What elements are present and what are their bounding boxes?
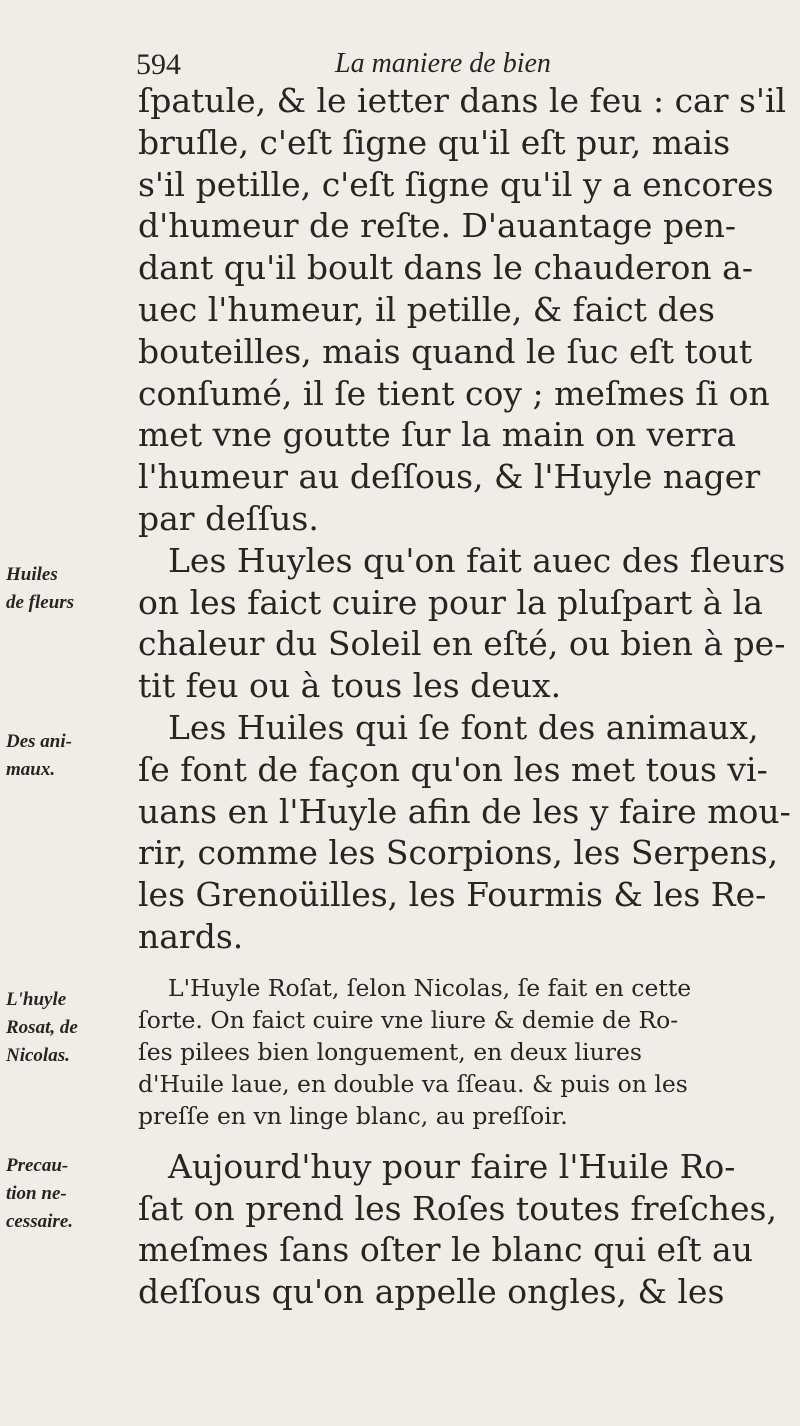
running-title: La maniere de bien bbox=[335, 48, 551, 79]
text-line: Aujourd'huy pour faire l'Huile Ro- bbox=[168, 1146, 736, 1186]
text-line: ſes pilees bien longuement, en deux liures bbox=[138, 1037, 642, 1066]
text-line: conſumé, il ſe tient coy ; meſmes ſi on bbox=[138, 373, 770, 413]
text-line: ſat on prend les Roſes toutes freſches, bbox=[138, 1188, 777, 1228]
text-line: on les faict cuire pour la pluſpart à la bbox=[138, 582, 763, 622]
text-line: tit feu ou à tous les deux. bbox=[138, 666, 562, 706]
text-line: ſorte. On faict cuire vne liure & demie de Ro- bbox=[138, 1005, 679, 1034]
text-body bbox=[138, 80, 791, 1313]
paragraph-huiles-de-fleurs bbox=[138, 540, 786, 707]
paragraph-huyle-rosat-nicolas bbox=[138, 972, 778, 1132]
text-line: uans en l'Huyle afin de les y faire mou- bbox=[138, 791, 791, 831]
margin-note-line: Nicolas. bbox=[6, 1045, 70, 1066]
paragraph-continuation bbox=[138, 80, 787, 540]
paragraph-spacer bbox=[138, 958, 778, 972]
text-line: ſpatule, & le ietter dans le feu : car s'il bbox=[138, 81, 787, 120]
margin-note-huiles-de-fleurs bbox=[6, 561, 131, 617]
text-line: l'humeur au deſſous, & l'Huyle nager bbox=[138, 457, 761, 497]
text-line: preſſe en vn linge blanc, au preſſoir. bbox=[138, 1101, 568, 1130]
margin-note-line: Des ani- bbox=[6, 731, 72, 752]
paragraph-spacer bbox=[138, 1132, 778, 1146]
margin-note-line: Rosat, de bbox=[6, 1017, 78, 1038]
text-line: par deſſus. bbox=[138, 498, 319, 538]
margin-note-precaution-necessaire bbox=[6, 1152, 131, 1236]
text-line: ſe font de façon qu'on les met tous vi- bbox=[138, 749, 768, 789]
text-line: d'Huile laue, en double va ſſeau. & puis on les bbox=[138, 1069, 688, 1098]
text-line: Les Huyles qu'on fait auec des fleurs bbox=[168, 540, 786, 580]
margin-note-line: maux. bbox=[6, 759, 56, 780]
margin-note-des-animaux bbox=[6, 728, 131, 784]
paragraph-huile-rosat-aujourdhuy bbox=[138, 1146, 778, 1313]
margin-note-huyle-rosat bbox=[6, 986, 131, 1070]
text-line: L'Huyle Roſat, ſelon Nicolas, ſe fait en cette bbox=[168, 973, 692, 1002]
text-line: meſmes ſans oſter le blanc qui eſt au bbox=[138, 1230, 753, 1270]
margin-note-line: Huiles bbox=[6, 564, 58, 585]
text-line: d'humeur de reſte. D'auantage pen- bbox=[138, 206, 736, 246]
text-line: s'il petille, c'eſt ſigne qu'il y a encores bbox=[138, 164, 774, 204]
margin-note-line: Precau- bbox=[6, 1155, 69, 1176]
margin-note-line: de fleurs bbox=[6, 592, 75, 613]
text-line: nards. bbox=[138, 916, 244, 956]
text-line: bouteilles, mais quand le ſuc eſt tout bbox=[138, 331, 753, 371]
text-line: bruſle, c'eſt ſigne qu'il eſt pur, mais bbox=[138, 122, 731, 162]
margin-note-line: tion ne- bbox=[6, 1183, 67, 1204]
text-line: dant qu'il boult dans le chauderon a- bbox=[138, 248, 753, 288]
text-line: uec l'humeur, il petille, & faict des bbox=[138, 289, 715, 329]
text-line: rir, comme les Scorpions, les Serpens, bbox=[138, 833, 779, 873]
text-line: les Grenoüilles, les Fourmis & les Re- bbox=[138, 875, 767, 915]
paragraph-des-animaux bbox=[138, 707, 791, 958]
margin-note-line: cessaire. bbox=[6, 1211, 74, 1232]
folio-number: 594 bbox=[136, 48, 181, 81]
text-line: deſſous qu'on appelle ongles, & les bbox=[138, 1272, 725, 1312]
text-line: met vne goutte ſur la main on verra bbox=[138, 415, 736, 455]
text-line: chaleur du Soleil en eſté, ou bien à pe- bbox=[138, 624, 786, 664]
margin-note-line: L'huyle bbox=[6, 989, 67, 1010]
text-line: Les Huiles qui ſe font des animaux, bbox=[168, 707, 759, 747]
